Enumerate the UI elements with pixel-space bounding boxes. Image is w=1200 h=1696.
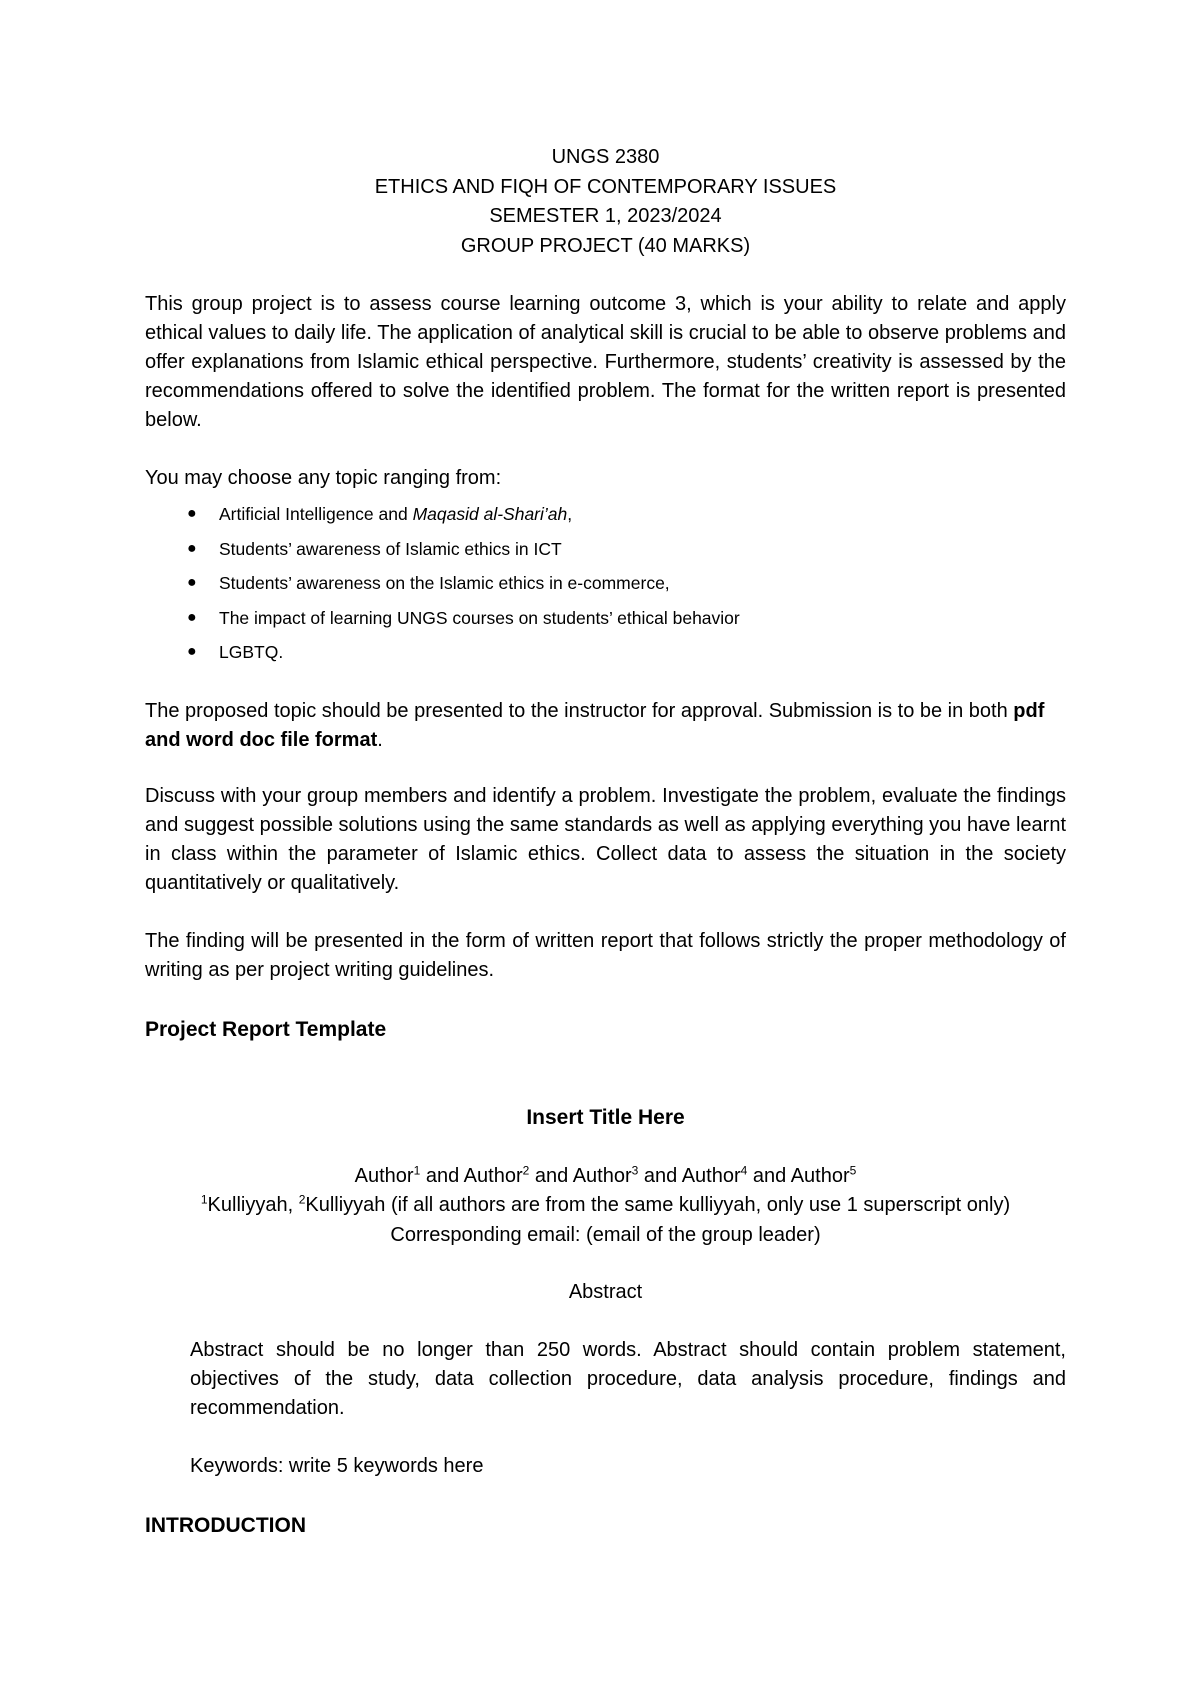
finding-paragraph: The finding will be presented in the form of written report that follows strictly the proper methodology of writing as per project writing guidelines. xyxy=(145,929,1066,981)
list-item: ● Artificial Intelligence and Maqasid al-Shari’ah, xyxy=(219,497,1066,532)
email-line: Corresponding email: (email of the group leader) xyxy=(390,1223,821,1246)
list-item: ● Students’ awareness on the Islamic ethics in e-commerce, xyxy=(219,566,1066,601)
semester: SEMESTER 1, 2023/2024 xyxy=(489,205,722,227)
course-code: UNGS 2380 xyxy=(551,146,660,168)
author-block xyxy=(145,1162,1066,1251)
bullet-icon: ● xyxy=(187,643,197,660)
discuss-paragraph: Discuss with your group members and identify a problem. Investigate the problem, evaluate the findings and suggest possible solutions using the same standards as well as applying everything you have learnt in class within the parameter of Islamic ethics. Collect data to assess the situation in the society quantitatively or qualitatively. xyxy=(145,784,1066,894)
submission-paragraph: The proposed topic should be presented to the instructor for approval. Submission is to be in both pdf and word doc file format. xyxy=(145,699,1045,751)
report-title: Insert Title Here xyxy=(526,1105,685,1129)
affiliation-line: $^1$Kulliyyah, $^2$Kulliyyah (if all authors are from the same kulliyyah, only use 1 superscript only) xyxy=(200,1192,1011,1216)
introduction-heading: INTRODUCTION xyxy=(145,1514,306,1537)
assessment-title: GROUP PROJECT (40 MARKS) xyxy=(460,234,751,257)
course-name: ETHICS AND FIQH OF CONTEMPORARY ISSUES xyxy=(374,175,837,198)
topics-lead: You may choose any topic ranging from: xyxy=(145,467,502,489)
italic-term: Maqasid al-Shari’ah xyxy=(412,504,568,524)
list-item: ● Students’ awareness of Islamic ethics in ICT xyxy=(219,532,1066,567)
template-heading: Project Report Template xyxy=(145,1017,387,1041)
bullet-icon: ● xyxy=(187,505,197,522)
list-item: ● The impact of learning UNGS courses on students’ ethical behavior xyxy=(219,601,1066,636)
author-line: Author$^1$ and Author$^2$ and Author$^3$ and Author$^4$ and Author$^5$ xyxy=(354,1162,857,1187)
file-format-emphasis: pdf and word doc file format xyxy=(145,699,1045,751)
list-item: ● LGBTQ. xyxy=(219,635,1066,670)
abstract-title: Abstract xyxy=(568,1281,643,1303)
keywords-line: Keywords: write 5 keywords here xyxy=(190,1455,484,1477)
bullet-icon: ● xyxy=(187,539,197,557)
document-header xyxy=(145,143,1066,261)
topics-list xyxy=(145,497,1066,670)
abstract-body: Abstract should be no longer than 250 words. Abstract should contain problem statement, objectives of the study, data collection procedure, data analysis procedure, findings and recommendation. xyxy=(190,1339,1066,1419)
bullet-icon: ● xyxy=(187,608,197,626)
intro-paragraph: This group project is to assess course learning outcome 3, which is your ability to relate and apply ethical values to daily life. The application of analytical skill is crucial to be able to observe problems and offer explanations from Islamic ethical perspective. Furthermore, students’ creativity is assessed by the recommendations offered to solve the identified problem. The format for the written report is presented below. xyxy=(145,293,1066,431)
bullet-icon: ● xyxy=(187,574,197,591)
